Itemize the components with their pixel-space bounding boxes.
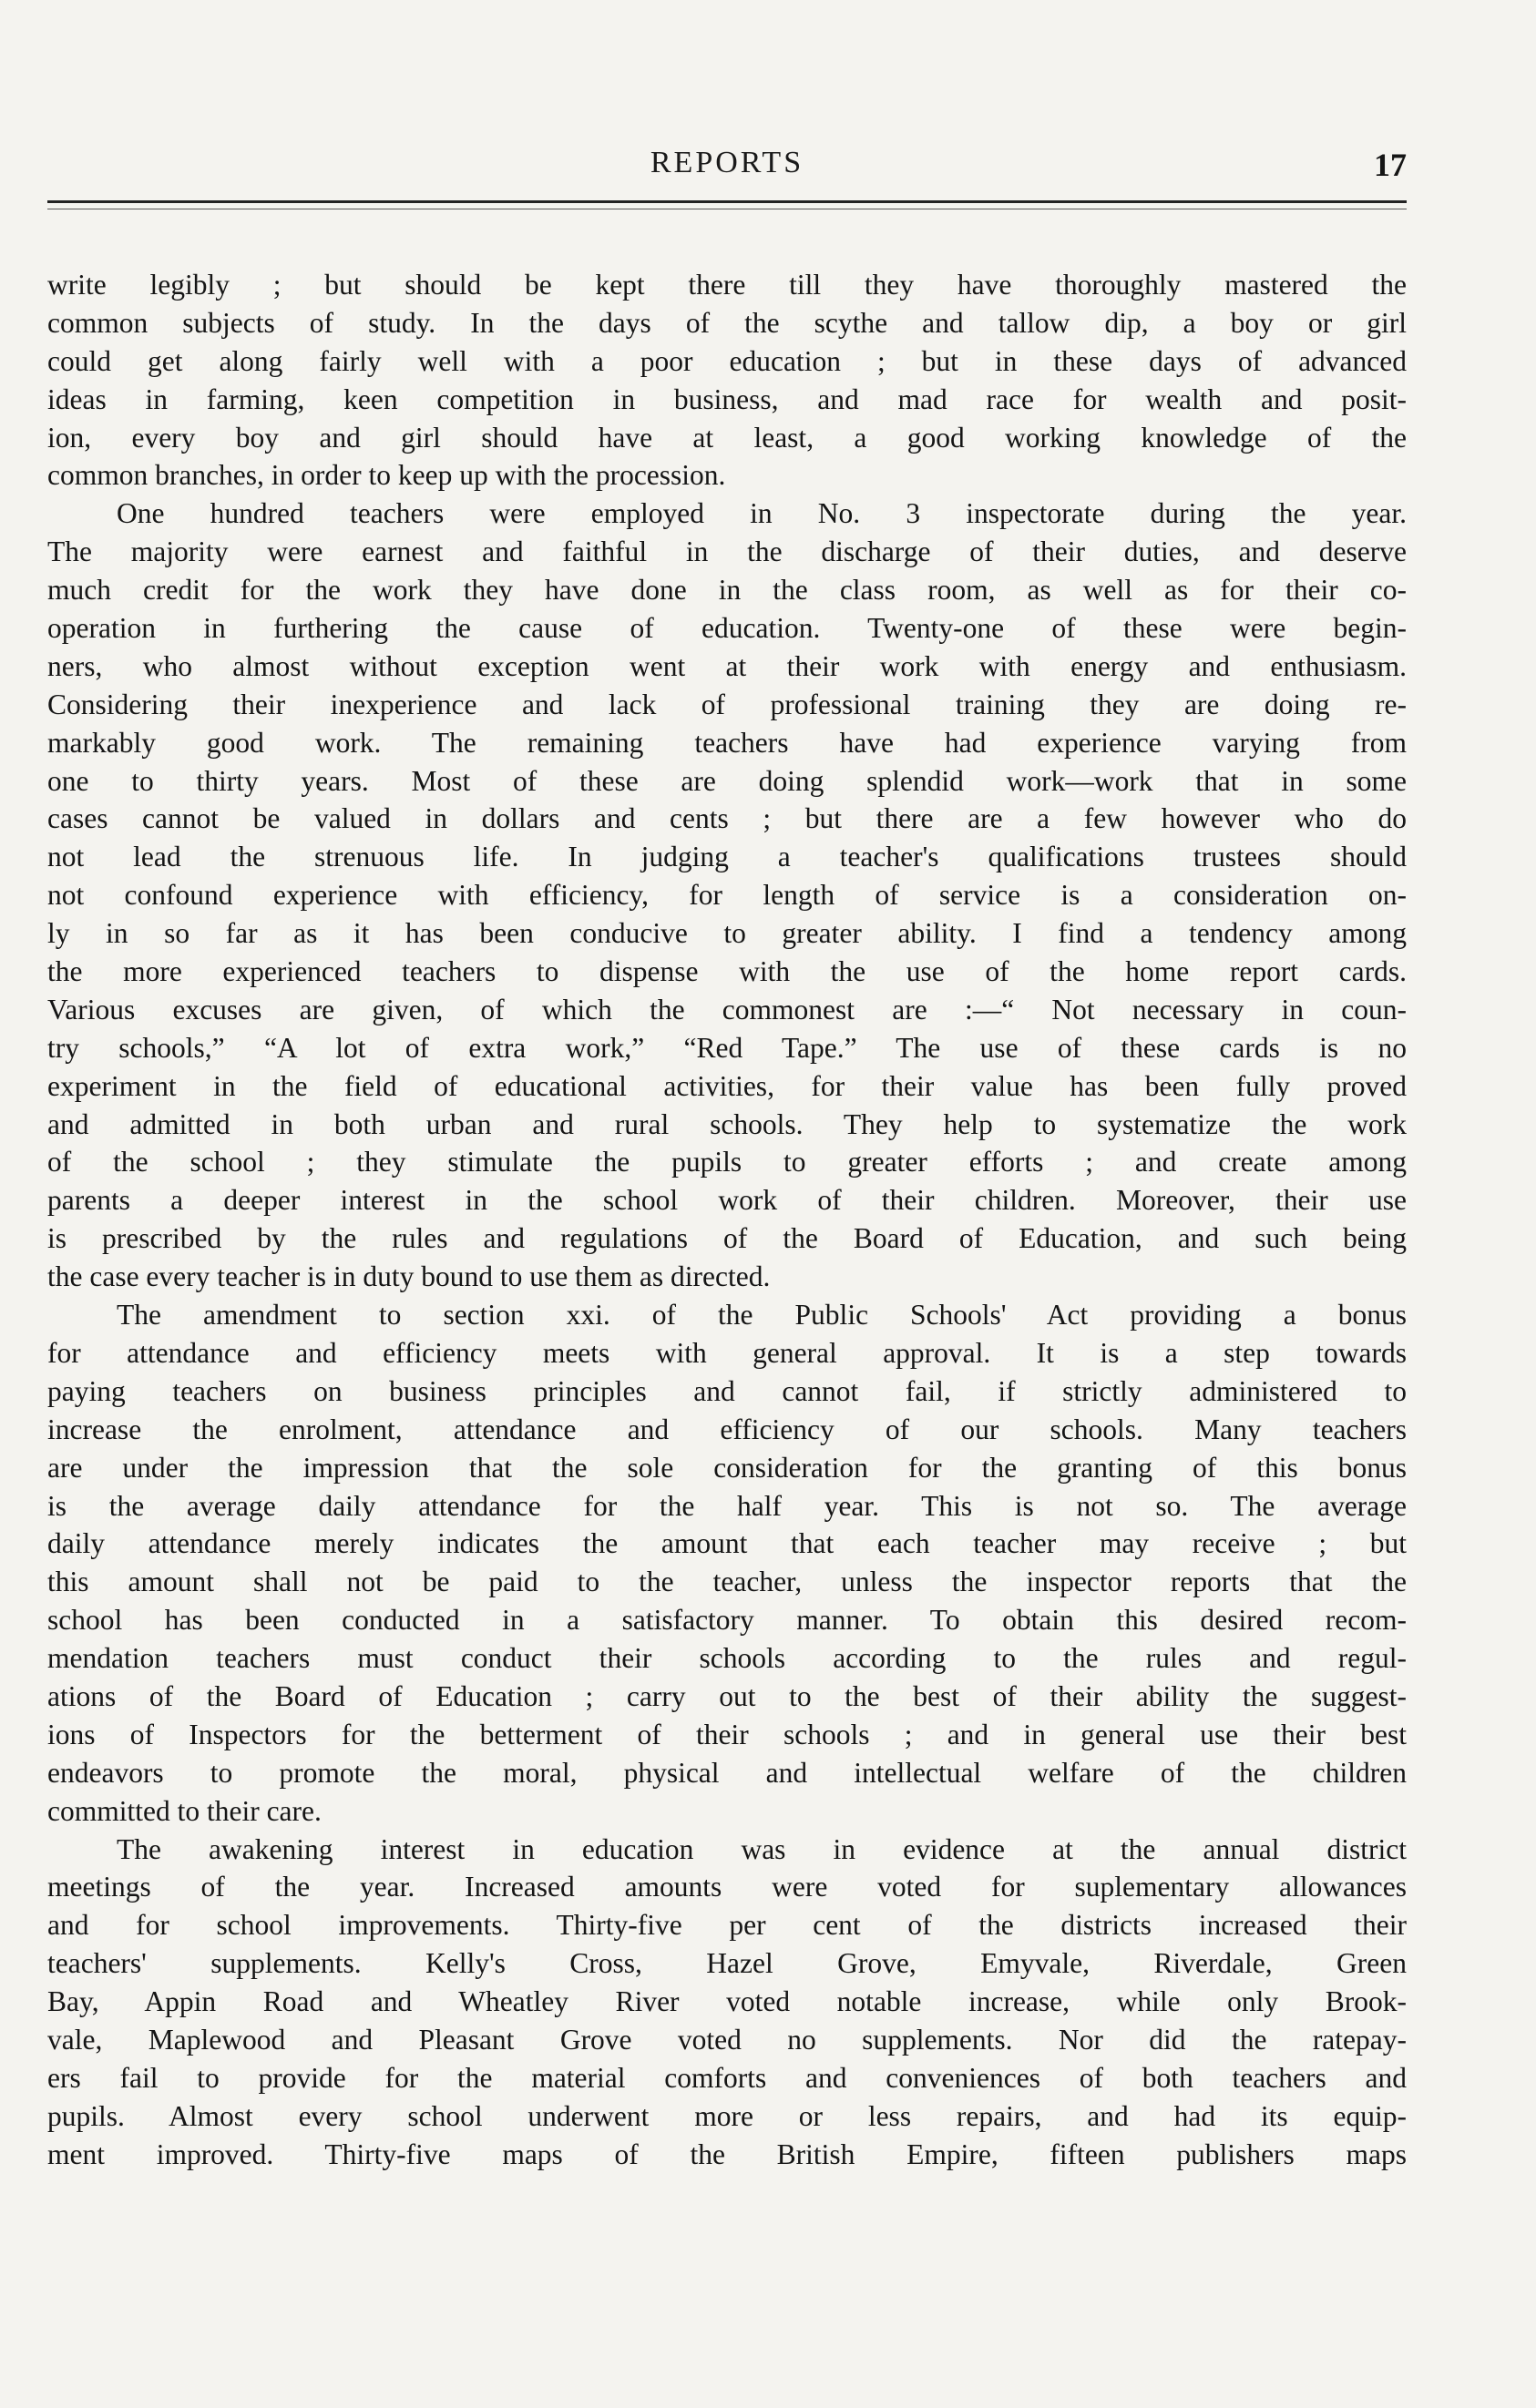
text-line: committed to their care.: [47, 1794, 322, 1827]
text-line: common branches, in order to keep up with the procession.: [47, 459, 726, 492]
text-line: The majority were earnest and faithful in the discharge of their duties, and deserve: [47, 536, 1407, 568]
text-line: and admitted in both urban and rural schools. They help to systematize the work: [47, 1107, 1407, 1140]
text-line: vale, Maplewood and Pleasant Grove voted no supplements. Nor did the ratepay-: [47, 2023, 1407, 2056]
text-line: for attendance and efficiency meets with general approval. It is a step towards: [47, 1336, 1407, 1369]
text-line: are under the impression that the sole consideration for the granting of this bonus: [47, 1451, 1407, 1484]
text-line: the more experienced teachers to dispense with the use of the home report cards.: [47, 955, 1407, 988]
text-line: operation in furthering the cause of education. Twenty-one of these were begin-: [47, 612, 1407, 645]
text-line: ly in so far as it has been conducive to greater ability. I find a tendency among: [47, 917, 1407, 950]
text-line: experiment in the field of educational activities, for their value has been fully proved: [47, 1069, 1407, 1102]
text-line: teachers' supplements. Kelly's Cross, Hazel Grove, Emyvale, Riverdale, Green: [47, 1947, 1407, 1980]
text-line: the case every teacher is in duty bound to use them as directed.: [47, 1260, 771, 1293]
text-line: paying teachers on business principles and cannot fail, if strictly administered to: [47, 1374, 1407, 1407]
text-line: pupils. Almost every school underwent more or less repairs, and had its equip-: [47, 2099, 1407, 2132]
text-line: Various excuses are given, of which the commonest are :—“ Not necessary in coun-: [47, 993, 1407, 1025]
text-line: ion, every boy and girl should have at least, a good working knowledge of the: [47, 421, 1407, 454]
text-line: much credit for the work they have done in the class room, as well as for their co-: [47, 574, 1407, 607]
text-line: The amendment to section xxi. of the Public Schools' Act providing a bonus: [117, 1299, 1407, 1332]
text-line: of the school ; they stimulate the pupils to greater efforts ; and create among: [47, 1146, 1407, 1178]
text-line: not lead the strenuous life. In judging a teacher's qualifications trustees should: [47, 841, 1407, 873]
text-line: parents a deeper interest in the school work of their children. Moreover, their use: [47, 1184, 1407, 1217]
text-line: markably good work. The remaining teachers have had experience varying from: [47, 726, 1407, 759]
text-line: cases cannot be valued in dollars and cents ; but there are a few however who do: [47, 802, 1407, 835]
text-line: ations of the Board of Education ; carry out to the best of their ability the suggest-: [47, 1679, 1407, 1712]
text-line: common subjects of study. In the days of the scythe and tallow dip, a boy or girl: [47, 306, 1407, 339]
text-line: ideas in farming, keen competition in business, and mad race for wealth and posit-: [47, 383, 1407, 415]
text-line: is prescribed by the rules and regulations of the Board of Education, and such being: [47, 1222, 1407, 1255]
text-line: not confound experience with efficiency, for length of service is a consideration on-: [47, 879, 1407, 912]
text-line: ions of Inspectors for the betterment of their schools ; and in general use their best: [47, 1718, 1407, 1750]
page-number: 17: [1374, 147, 1407, 183]
running-head-title: REPORTS: [650, 146, 804, 179]
header-rule: [47, 200, 1407, 209]
text-line: ners, who almost without exception went at their work with energy and enthusiasm.: [47, 649, 1407, 682]
text-line: Considering their inexperience and lack of professional training they are doing re-: [47, 688, 1407, 720]
running-header: [47, 146, 1407, 186]
text-line: One hundred teachers were employed in No. 3 inspectorate during the year.: [117, 497, 1407, 530]
text-line: mendation teachers must conduct their schools according to the rules and regul-: [47, 1642, 1407, 1675]
text-line: ers fail to provide for the material comforts and conveniences of both teachers and: [47, 2061, 1407, 2094]
text-line: The awakening interest in education was in evidence at the annual district: [117, 1832, 1407, 1865]
text-line: school has been conducted in a satisfactory manner. To obtain this desired recom-: [47, 1604, 1407, 1637]
text-line: could get along fairly well with a poor education ; but in these days of advanced: [47, 344, 1407, 377]
text-line: increase the enrolment, attendance and efficiency of our schools. Many teachers: [47, 1413, 1407, 1445]
text-line: meetings of the year. Increased amounts were voted for suplementary allowances: [47, 1871, 1407, 1903]
text-line: ment improved. Thirty-five maps of the British Empire, fifteen publishers maps: [47, 2138, 1407, 2170]
text-line: daily attendance merely indicates the amount that each teacher may receive ; but: [47, 1527, 1407, 1560]
text-line: try schools,” “A lot of extra work,” “Red Tape.” The use of these cards is no: [47, 1031, 1407, 1064]
text-line: and for school improvements. Thirty-five per cent of the districts increased their: [47, 1909, 1407, 1942]
text-line: write legibly ; but should be kept there till they have thoroughly mastered the: [47, 269, 1407, 301]
text-line: is the average daily attendance for the half year. This is not so. The average: [47, 1489, 1407, 1522]
text-line: this amount shall not be paid to the teacher, unless the inspector reports that the: [47, 1566, 1407, 1598]
text-line: one to thirty years. Most of these are doing splendid work—work that in some: [47, 764, 1407, 797]
body-text: [47, 266, 1407, 2174]
text-line: endeavors to promote the moral, physical and intellectual welfare of the children: [47, 1756, 1407, 1789]
text-line: Bay, Appin Road and Wheatley River voted notable increase, while only Brook-: [47, 1985, 1407, 2018]
